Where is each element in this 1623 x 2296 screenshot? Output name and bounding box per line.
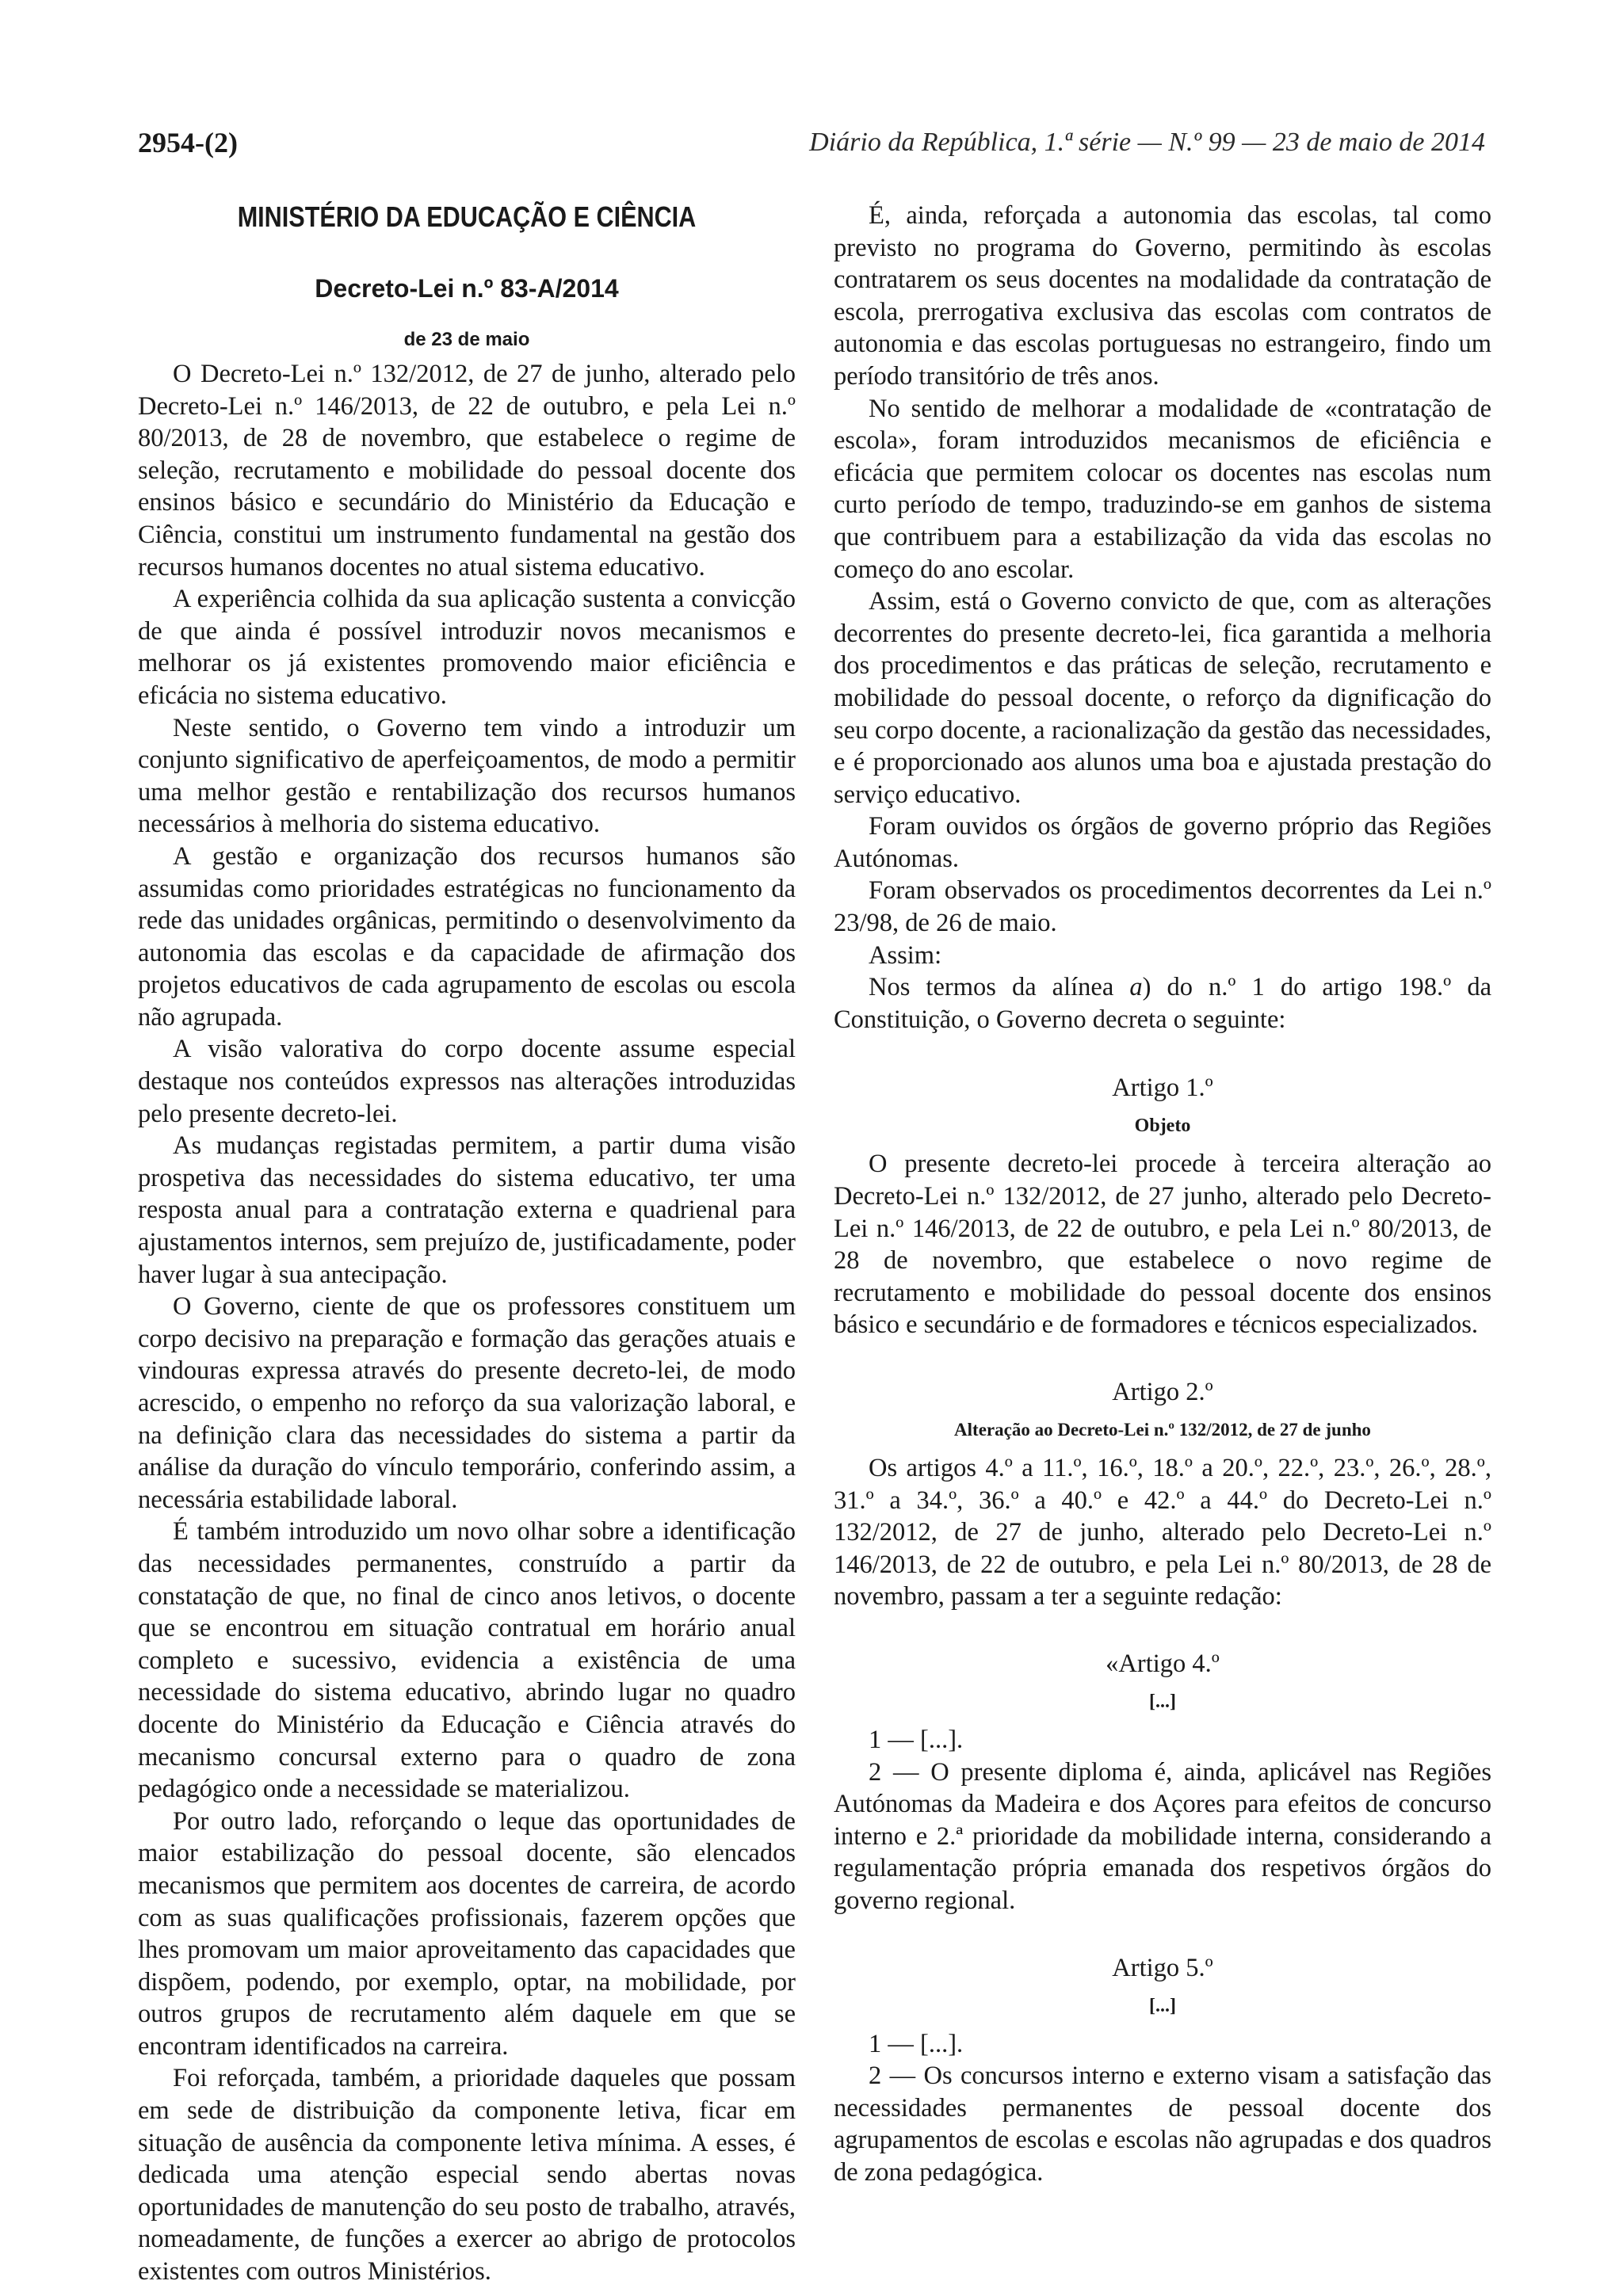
article-1-text: O presente decreto-lei procede à terceira alteração ao Decreto-Lei n.º 132/2012, de 27 junho, alterado pelo Decreto-Lei n.º 146/2013, de 22 de outubro, e pela Lei n.º 80/2013, de 28 de novembro, que estabelece o novo regime de recrutamento e mobilidade do pessoal docente dos ensinos básico e secundário e de formadores e técnicos especializados.	[834, 1150, 1491, 1340]
decree-date: de 23 de maio	[403, 329, 530, 350]
paragraph: O Governo, ciente de que os professores constituem um corpo decisivo na preparação e formação das gerações atuais e vindouras expressa através do presente decreto-lei, de modo acrescido, o empenho no reforço da sua valorização laboral, e na definição clara das necessidades do sistema a partir da análise da duração do vínculo temporário, conferindo assim, a necessária estabilidade laboral.	[138, 1292, 796, 1514]
article-4-item: 1 — [...].	[869, 1725, 964, 1754]
article-1-title: Artigo 1.º	[1112, 1074, 1213, 1103]
enactment-text: Nos termos da alínea	[869, 973, 1130, 1002]
article-5-title: Artigo 5.º	[1112, 1953, 1213, 1982]
article-4-title: «Artigo 4.º	[1106, 1649, 1220, 1678]
paragraph: Assim, está o Governo convicto de que, com as alterações decorrentes do presente decreto-lei, fica garantida a melhoria dos procedimentos e das práticas de seleção, recrutamento e mobilidade do pessoal docente, o reforço da dignificação do seu corpo docente, a racionalização da gestão das necessidades, e é proporcionado aos alunos uma boa e ajustada prestação do serviço educativo.	[834, 587, 1491, 809]
decree-title: Decreto-Lei n.º 83-A/2014	[315, 274, 619, 303]
paragraph: No sentido de melhorar a modalidade de «contratação de escola», foram introduzidos mecanismos de eficiência e eficácia que permitem colocar os docentes nas escolas num curto período de tempo, traduzindo-se em ganhos de sistema que contribuem para a estabilização da vida das escolas no começo do ano escolar.	[834, 394, 1491, 584]
article-4-item: 2 — O presente diploma é, ainda, aplicável nas Regiões Autónomas da Madeira e dos Açores para efeitos de concurso interno e 2.ª prioridade da mobilidade interna, considerando a regulamentação própria emanada dos respetivos órgãos do governo regional.	[834, 1757, 1491, 1915]
left-column	[138, 200, 796, 2288]
enactment-letter: a	[1129, 973, 1143, 1002]
paragraph: Assim:	[869, 940, 942, 970]
paragraph: Foram ouvidos os órgãos de governo próprio das Regiões Autónomas.	[834, 812, 1491, 873]
paragraph: A gestão e organização dos recursos humanos são assumidas como prioridades estratégicas no funcionamento da rede das unidades orgânicas, permitindo o desenvolvimento da autonomia das escolas e da capacidade de afirmação dos projetos educativos de cada agrupamento de escolas ou escola não agrupada.	[138, 841, 796, 1032]
paragraph: É também introduzido um novo olhar sobre a identificação das necessidades permanentes, construído a partir da constatação de que, no final de cinco anos letivos, o docente que se encontrou em situação contratual em horário anual completo e sucessivo, evidencia a existência de uma necessidade do sistema educativo, abrindo lugar no quadro docente do Ministério da Educação e Ciência através do mecanismo concursal externo para o quadro de zona pedagógico onde a necessidade se materializou.	[138, 1517, 796, 1804]
page-number: 2954-(2)	[138, 127, 238, 158]
paragraph: A visão valorativa do corpo docente assume especial destaque nos conteúdos expressos nas alterações introduzidas pelo presente decreto-lei.	[138, 1035, 796, 1128]
enactment-paragraph	[834, 971, 1491, 1035]
article-2-subtitle: Alteração ao Decreto-Lei n.º 132/2012, de 27 de junho	[954, 1420, 1371, 1440]
journal-header: Diário da República, 1.ª série — N.º 99 — 23 de maio de 2014	[809, 128, 1485, 157]
article-2-text: Os artigos 4.º a 11.º, 16.º, 18.º a 20.º, 22.º, 23.º, 26.º, 28.º, 31.º a 34.º, 36.º a 40.º e 42.º a 44.º do Decreto-Lei n.º 132/2012, de 27 de junho, alterado pelo Decreto-Lei n.º 146/2013, de 22 de outubro, e pela Lei n.º 80/2013, de 28 de novembro, passam a ter a seguinte redação:	[834, 1454, 1491, 1611]
paragraph: É, ainda, reforçada a autonomia das escolas, tal como previsto no programa do Governo, permitindo às escolas contratarem os seus docentes na modalidade da contratação de escola, prerrogativa exclusiva das escolas com contratos de autonomia e das escolas portuguesas no estrangeiro, findo um período transitório de três anos.	[834, 201, 1491, 391]
article-5-item: 1 — [...].	[869, 2029, 964, 2058]
paragraph: Foram observados os procedimentos decorrentes da Lei n.º 23/98, de 26 de maio.	[834, 876, 1491, 938]
article-1-subtitle: Objeto	[1134, 1116, 1191, 1137]
article-5-item: 2 — Os concursos interno e externo visam a satisfação das necessidades permanentes de pessoal docente dos agrupamentos de escolas e escolas não agrupadas e dos quadros de zona pedagógica.	[834, 2061, 1491, 2187]
article-4-subtitle: [...]	[1149, 1691, 1176, 1712]
article-2-title: Artigo 2.º	[1112, 1378, 1213, 1406]
paragraph: As mudanças registadas permitem, a partir duma visão prospetiva das necessidades do sistema educativo, ter uma resposta anual para a contratação externa e quadrienal para ajustamentos internos, sem prejuízo de, justificadamente, poder haver lugar à sua antecipação.	[138, 1131, 796, 1289]
paragraph: O Decreto-Lei n.º 132/2012, de 27 de junho, alterado pelo Decreto-Lei n.º 146/2013, de 22 de outubro, e pela Lei n.º 80/2013, de 28 de novembro, que estabelece o regime de seleção, recrutamento e mobilidade do pessoal docente dos ensinos básico e secundário do Ministério da Educação e Ciência, constitui um instrumento fundamental na gestão dos recursos humanos docentes no atual sistema educativo.	[138, 360, 796, 582]
paragraph: Por outro lado, reforçando o leque das oportunidades de maior estabilização do pessoal docente, são elencados mecanismos que permitem aos docentes de carreira, de acordo com as suas qualificações profissionais, fazerem opções que lhes promovam um maior aproveitamento das capacidades que dispõem, podendo, por exemplo, optar, na mobilidade, por outros grupos de recrutamento além daquele em que se encontram identificados na carreira.	[138, 1806, 796, 2061]
article-5-subtitle: [...]	[1149, 1995, 1176, 2016]
paragraph: Foi reforçada, também, a prioridade daqueles que possam em sede de distribuição da componente letiva, ficar em situação de ausência da componente letiva mínima. A esses, é dedicada uma atenção especial sendo abertas novas oportunidades de manutenção do seu posto de trabalho, através, nomeadamente, de funções a exercer ao abrigo de protocolos existentes com outros Ministérios.	[138, 2064, 796, 2286]
paragraph: A experiência colhida da sua aplicação sustenta a convicção de que ainda é possível introduzir novos mecanismos e melhorar os já existentes promovendo maior eficiência e eficácia no sistema educativo.	[138, 585, 796, 710]
paragraph: Neste sentido, o Governo tem vindo a introduzir um conjunto significativo de aperfeiçoamentos, de modo a permitir uma melhor gestão e rentabilização dos recursos humanos necessários à melhoria do sistema educativo.	[138, 713, 796, 839]
right-column	[834, 200, 1491, 2189]
ministry-heading: MINISTÉRIO DA EDUCAÇÃO E CIÊNCIA	[237, 200, 697, 233]
enactment-text-rest: ) do n.º 1 do artigo 198.º da Constituição, o Governo decreta o seguinte:	[834, 973, 1491, 1034]
